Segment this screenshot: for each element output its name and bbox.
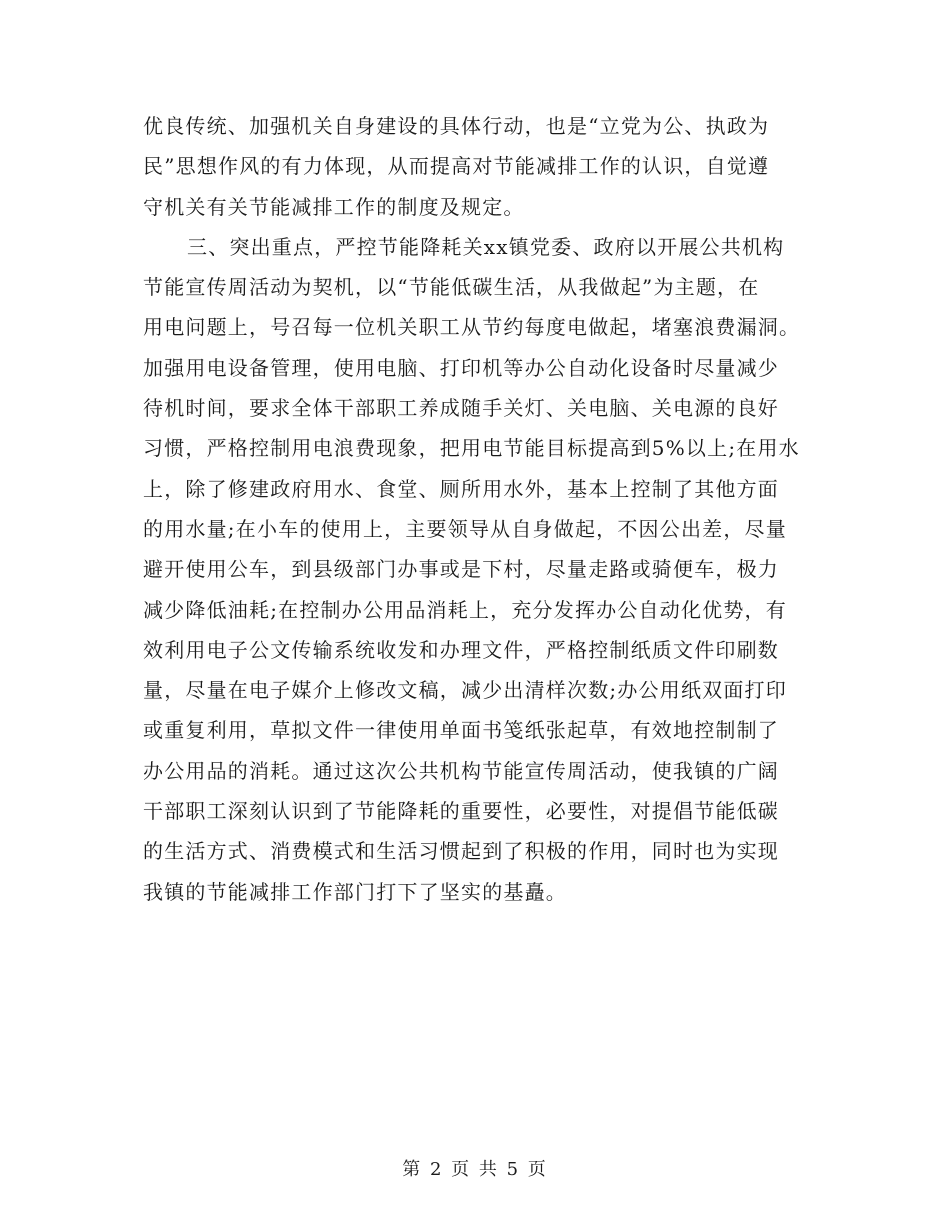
page-number-footer: 第 2 页 共 5 页 [402, 1159, 548, 1180]
text-line: 加强用电设备管理，使用电脑、打印机等办公自动化设备时尽量减少 [143, 355, 779, 380]
text-line: 民”思想作风的有力体现，从而提高对节能减排工作的认识，自觉遵 [143, 154, 770, 179]
text-line: 用电问题上，号召每一位机关职工从节约每度电做起，堵塞浪费漏洞。 [143, 315, 801, 340]
text-line: 减少降低油耗;在控制办公用品消耗上，充分发挥办公自动化优势，有 [143, 597, 787, 622]
text-line: 量，尽量在电子媒介上修改文稿，减少出清样次数;办公用纸双面打印 [143, 678, 787, 703]
text-line: 的用水量;在小车的使用上，主要领导从自身做起，不因公出差，尽量 [143, 516, 787, 541]
text-line: 避开使用公车，到县级部门办事或是下村，尽量走路或骑便车，极力 [143, 557, 779, 582]
text-line: 我镇的节能减排工作部门打下了坚实的基矗。 [143, 879, 567, 904]
text-line: 或重复利用，草拟文件一律使用单面书笺纸张起草，有效地控制制了 [143, 718, 779, 743]
text-line: 上，除了修建政府用水、食堂、厕所用水外，基本上控制了其他方面 [143, 476, 779, 501]
text-line: 效利用电子公文传输系统收发和办理文件，严格控制纸质文件印刷数 [143, 637, 779, 662]
text-line: 的生活方式、消费模式和生活习惯起到了积极的作用，同时也为实现 [143, 839, 779, 864]
section-heading-line: 三、突出重点，严控节能降耗关xx镇党委、政府以开展公共机构 [187, 234, 785, 259]
body-text [143, 106, 813, 912]
text-line: 节能宣传周活动为契机，以“节能低碳生活，从我做起”为主题，在 [143, 275, 760, 300]
text-line: 办公用品的消耗。通过这次公共机构节能宣传周活动，使我镇的广阔 [143, 758, 779, 783]
text-line: 守机关有关节能减排工作的制度及规定。 [143, 194, 525, 219]
text-line: 待机时间，要求全体干部职工养成随手关灯、关电脑、关电源的良好 [143, 396, 779, 421]
text-line: 干部职工深刻认识到了节能降耗的重要性，必要性，对提倡节能低碳 [143, 799, 779, 824]
text-line: 习惯，严格控制用电浪费现象，把用电节能目标提高到5%以上;在用水 [143, 436, 800, 461]
text-line: 优良传统、加强机关自身建设的具体行动，也是“立党为公、执政为 [143, 114, 770, 138]
